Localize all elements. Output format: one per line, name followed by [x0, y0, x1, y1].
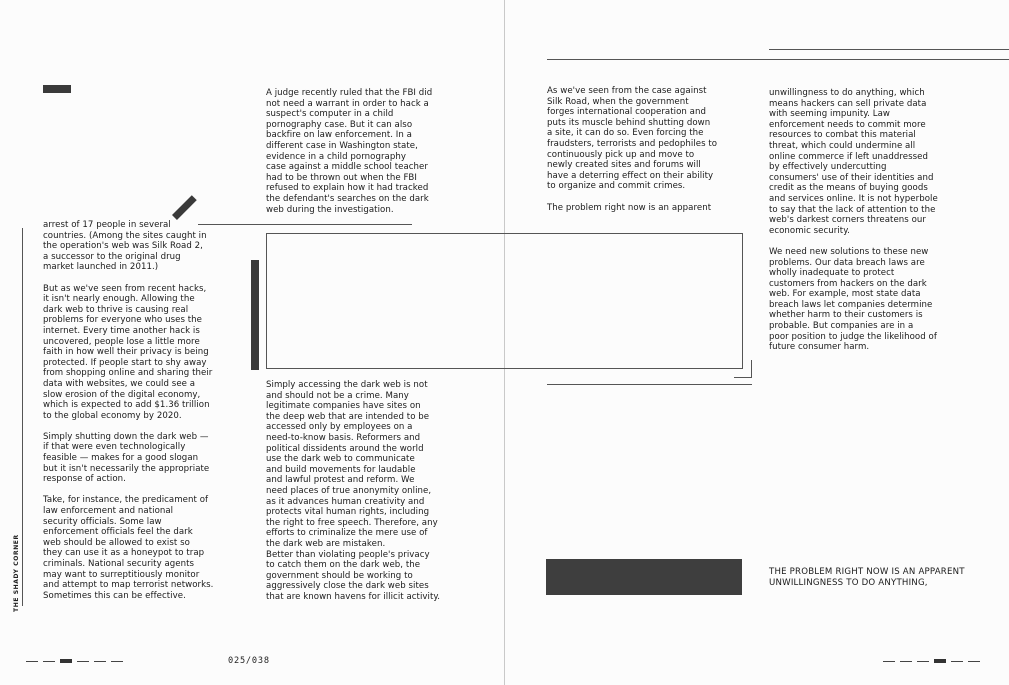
- running-title: THE SHADY CORNER: [13, 534, 20, 612]
- frame-corner-vertical: [751, 360, 752, 378]
- page-number: 025/038: [228, 656, 270, 666]
- frame-corner-horizontal: [734, 377, 752, 378]
- column-rule-left: [22, 228, 23, 606]
- footer-dash: [94, 661, 106, 662]
- footer-dash: [883, 661, 895, 662]
- top-rule-right-short: [769, 49, 1009, 50]
- mid-rule-right: [547, 384, 752, 385]
- footer-dash: [917, 661, 929, 662]
- left-column-2-top: [266, 88, 476, 215]
- footer-dash: [26, 661, 38, 662]
- paragraph: Simply accessing the dark web is not and should not be a crime. Many legitimate companies have sites on the deep web that are intended to be accessed only by employees on a need-to-know basis. Reformers and political dissidents around the world use the dark web to communicate and build movements for laudable and lawful protest and reform. We need places of true anonymity online, as it advances human creativity and protects vital human rights, including the right to free speech. Therefore, any efforts to criminalize the mere use of the dark web are mistaken. Better than violating people's privacy to catch them on the dark web, the government should be working to aggressively close the dark web sites that are known havens for illicit activity.: [266, 380, 441, 602]
- top-accent-bar: [43, 85, 71, 93]
- paragraph: Take, for instance, the predicament of law enforcement and national security officials. Some law enforcement officials feel the dark web should be allowed to exist so they can use it as a honeypot to trap criminals. National security agents may want to surreptitiously monitor and attempt to map terrorist networks. Sometimes this can be effective.: [43, 495, 214, 601]
- paragraph: As we've seen from the case against Silk Road, when the government forges international cooperation and puts its muscle behind shutting down a site, it can do so. Even forcing the fraudsters, terrorists and pedophiles to continuously pick up and move to newly created sites and forums will have a deterring effect on their ability to organize and commit crimes.: [547, 86, 718, 192]
- left-column-1: [43, 220, 243, 601]
- footer-dash: [43, 661, 55, 662]
- paragraph: arrest of 17 people in several countries. (Among the sites caught in the operation's web was Silk Road 2, a successor to the original drug market launched in 2011.): [43, 220, 207, 273]
- dark-block: [546, 559, 742, 595]
- paragraph: But as we've seen from recent hacks, it isn't nearly enough. Allowing the dark web to thrive is causing real problems for everyone who uses the internet. Every time another hack is uncovered, people lose a little more faith in how well their privacy is being protected. If people start to shy away from shopping online and sharing their data with websites, we could see a slow erosion of the digital economy, which is expected to add $1.36 trillion to the global economy by 2020.: [43, 283, 213, 421]
- footer-dash: [951, 661, 963, 662]
- footer-dash: [900, 661, 912, 662]
- top-rule-right-long: [547, 59, 1009, 60]
- paragraph: We need new solutions to these new problems. Our data breach laws are wholly inadequate to protect customers from hackers on the dark web. For example, most state data breach laws let companies determine whether harm to their customers is probable. But companies are in a poor position to judge the likelihood of future consumer harm.: [769, 246, 937, 353]
- footer-dash: [111, 661, 123, 662]
- right-column-1: [547, 86, 757, 213]
- paragraph: Simply shutting down the dark web — if that were even technologically feasible — makes for a good slogan but it isn't necessarily the appropriate response of action.: [43, 431, 210, 485]
- pull-quote: THE PROBLEM RIGHT NOW IS AN APPARENT UNWILLINGNESS TO DO ANYTHING,: [769, 567, 965, 588]
- footer-dash-active: [934, 659, 946, 663]
- footer-dash: [77, 661, 89, 662]
- vertical-accent-bar: [251, 260, 259, 370]
- paragraph: unwillingness to do anything, which means hackers can sell private data with seeming impunity. Law enforcement needs to commit more resources to combat this material threat, which could undermine all online commerce if left unaddressed by effectively undercutting consumers' use of their identities and credit as the means of buying goods and services online. It is not hyperbole to say that the lack of attention to the web's darkest corners threatens our economic security.: [769, 88, 938, 236]
- image-frame: [266, 233, 743, 369]
- paragraph: The problem right now is an apparent: [547, 202, 712, 213]
- right-column-2: [769, 88, 994, 353]
- left-column-2-bottom: [266, 380, 481, 602]
- paragraph: A judge recently ruled that the FBI did not need a warrant in order to hack a suspect's computer in a child pornography case. But it can also backfire on law enforcement. In a different case in Washington state, evidence in a child pornography case against a middle school teacher had to be thrown out when the FBI refused to explain how it had tracked the defendant's searches on the dark web during the investigation.: [266, 88, 433, 215]
- footer-dash-active: [60, 659, 72, 663]
- footer-dash: [968, 661, 980, 662]
